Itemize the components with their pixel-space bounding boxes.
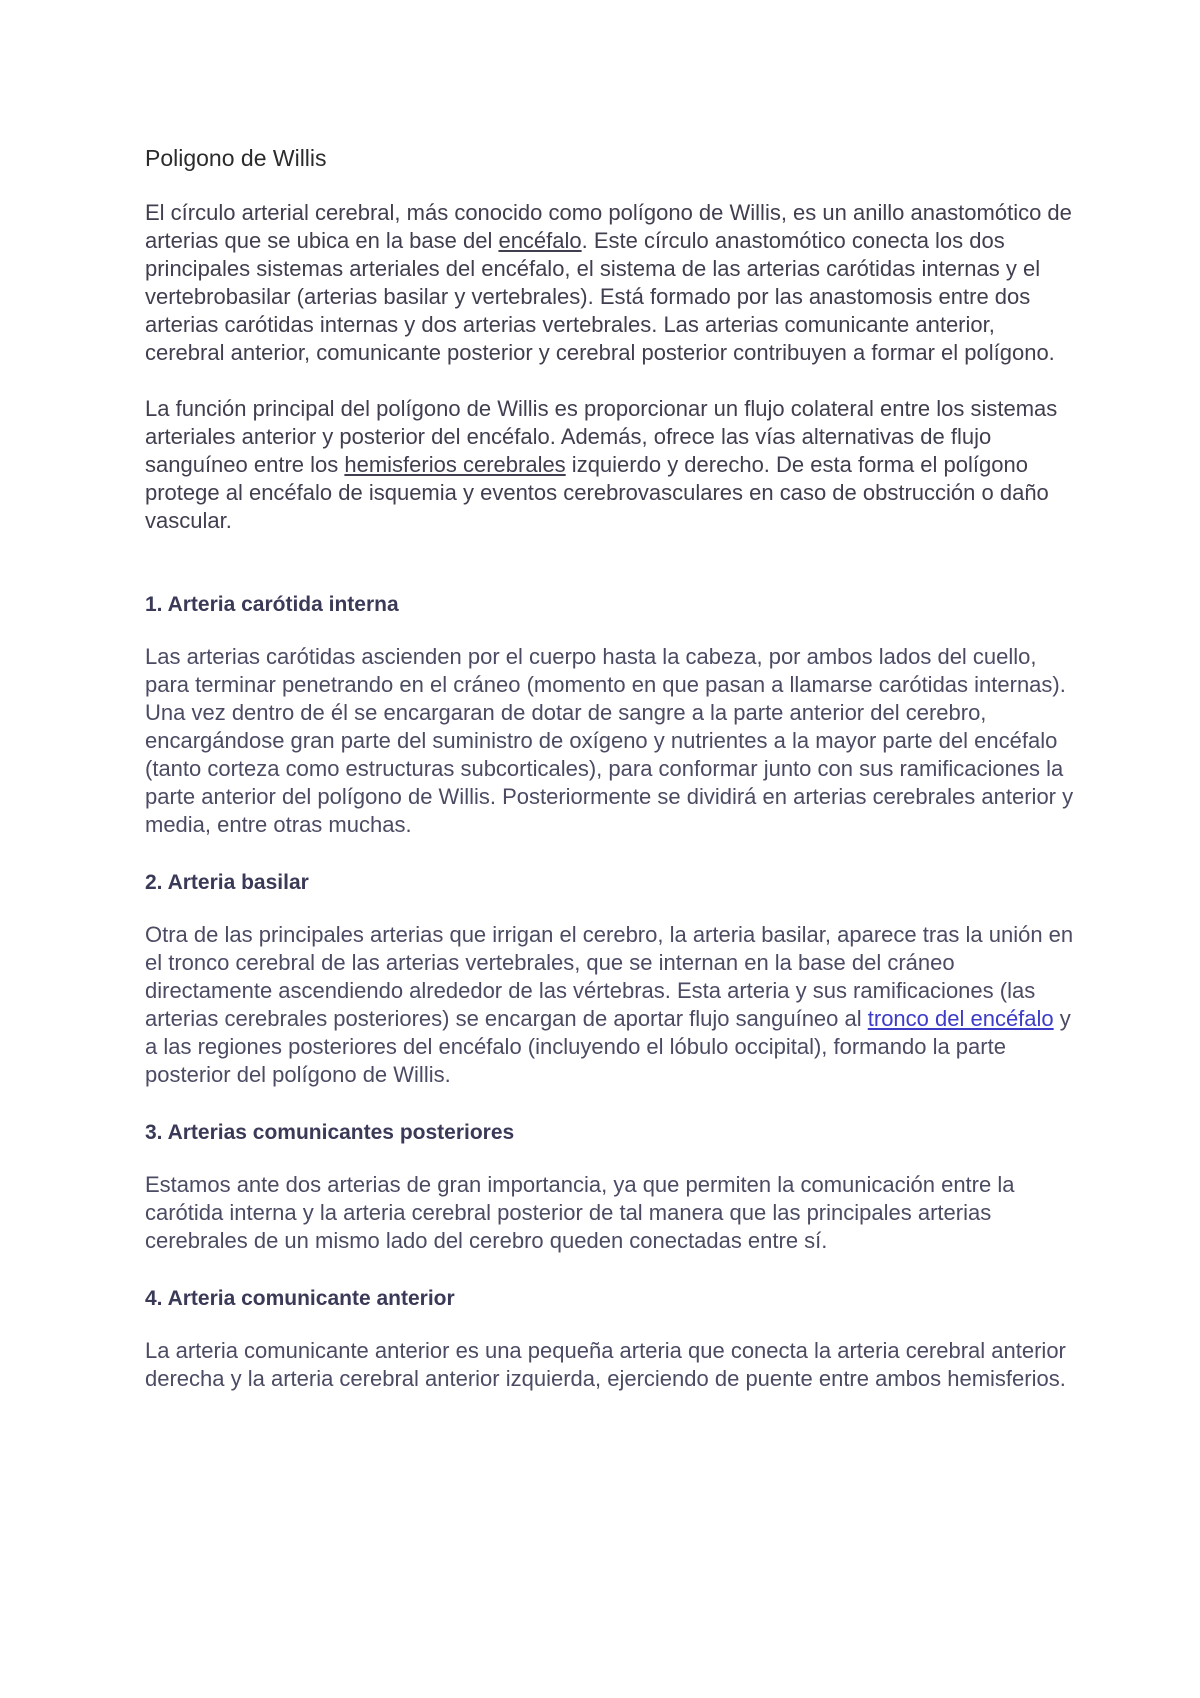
section-2-text-b: y a las regiones posteriores del encéfalo (incluyendo el lóbulo occipital), formando la parte posterior del polígono de Willis. <box>145 1006 1071 1087</box>
tronco-del-encefalo-link[interactable]: tronco del encéfalo <box>867 1006 1054 1031</box>
intro-paragraph-2 <box>145 395 1075 535</box>
section-3-paragraph: Estamos ante dos arterias de gran importancia, ya que permiten la comunicación entre la carótida interna y la arteria cerebral posterior de tal manera que las principales arterias cerebrales de un mismo lado del cerebro queden conectadas entre sí. <box>145 1172 1015 1253</box>
intro-paragraph-1-text-b: . Este círculo anastomótico conecta los dos principales sistemas arteriales del encéfalo, el sistema de las arterias carótidas internas y el vertebrobasilar (arterias basilar y vertebrales). Está formado por las anastomosis entre dos arterias carótidas internas y dos arterias vertebrales. Las arterias comunicante anterior, cerebral anterior, comunicante posterior y cerebral posterior contribuyen a formar el polígono. <box>145 228 1055 365</box>
section-4-paragraph: La arteria comunicante anterior es una pequeña arteria que conecta la arteria cerebral anterior derecha y la arteria cerebral anterior izquierda, ejerciendo de puente entre ambos hemisferios. <box>145 1338 1066 1391</box>
intro-paragraph-2-text-b: izquierdo y derecho. De esta forma el polígono protege al encéfalo de isquemia y eventos cerebrovasculares en caso de obstrucción o daño vascular. <box>145 452 1049 533</box>
document-page <box>145 143 1075 1393</box>
intro-paragraph-2-text-a: La función principal del polígono de Willis es proporcionar un flujo colateral entre los sistemas arteriales anterior y posterior del encéfalo. Además, ofrece las vías alternativas de flujo sanguíneo entre los <box>145 396 1058 477</box>
document-title: Poligono de Willis <box>145 145 327 171</box>
section-4-heading: 4. Arteria comunicante anterior <box>145 1287 455 1310</box>
section-1-paragraph: Las arterias carótidas ascienden por el cuerpo hasta la cabeza, por ambos lados del cuello, para terminar penetrando en el cráneo (momento en que pasan a llamarse carótidas internas). Una vez dentro de él se encargaran de dotar de sangre a la parte anterior del cerebro, encargándose gran parte del suministro de oxígeno y nutrientes a la mayor parte del encéfalo (tanto corteza como estructuras subcorticales), para conformar junto con sus ramificaciones la parte anterior del polígono de Willis. Posteriormente se dividirá en arterias cerebrales anterior y media, entre otras muchas. <box>145 644 1074 837</box>
section-3-heading: 3. Arterias comunicantes posteriores <box>145 1121 515 1144</box>
section-2-text-a: Otra de las principales arterias que irrigan el cerebro, la arteria basilar, aparece tras la unión en el tronco cerebral de las arterias vertebrales, que se internan en la base del cráneo directamente ascendiendo alrededor de las vértebras. Esta arteria y sus ramificaciones (las arterias cerebrales posteriores) se encargan de aportar flujo sanguíneo al <box>145 922 1074 1031</box>
intro-paragraph-1-text-a: El círculo arterial cerebral, más conocido como polígono de Willis, es un anillo anastomótico de arterias que se ubica en la base del <box>145 200 1072 253</box>
section-2-heading: 2. Arteria basilar <box>145 871 309 894</box>
hemisferios-cerebrales-link[interactable]: hemisferios cerebrales <box>344 452 566 477</box>
section-2-paragraph <box>145 921 1075 1089</box>
section-1-heading: 1. Arteria carótida interna <box>145 593 399 616</box>
intro-paragraph-1 <box>145 199 1075 367</box>
encefalo-link[interactable]: encéfalo <box>498 228 582 253</box>
